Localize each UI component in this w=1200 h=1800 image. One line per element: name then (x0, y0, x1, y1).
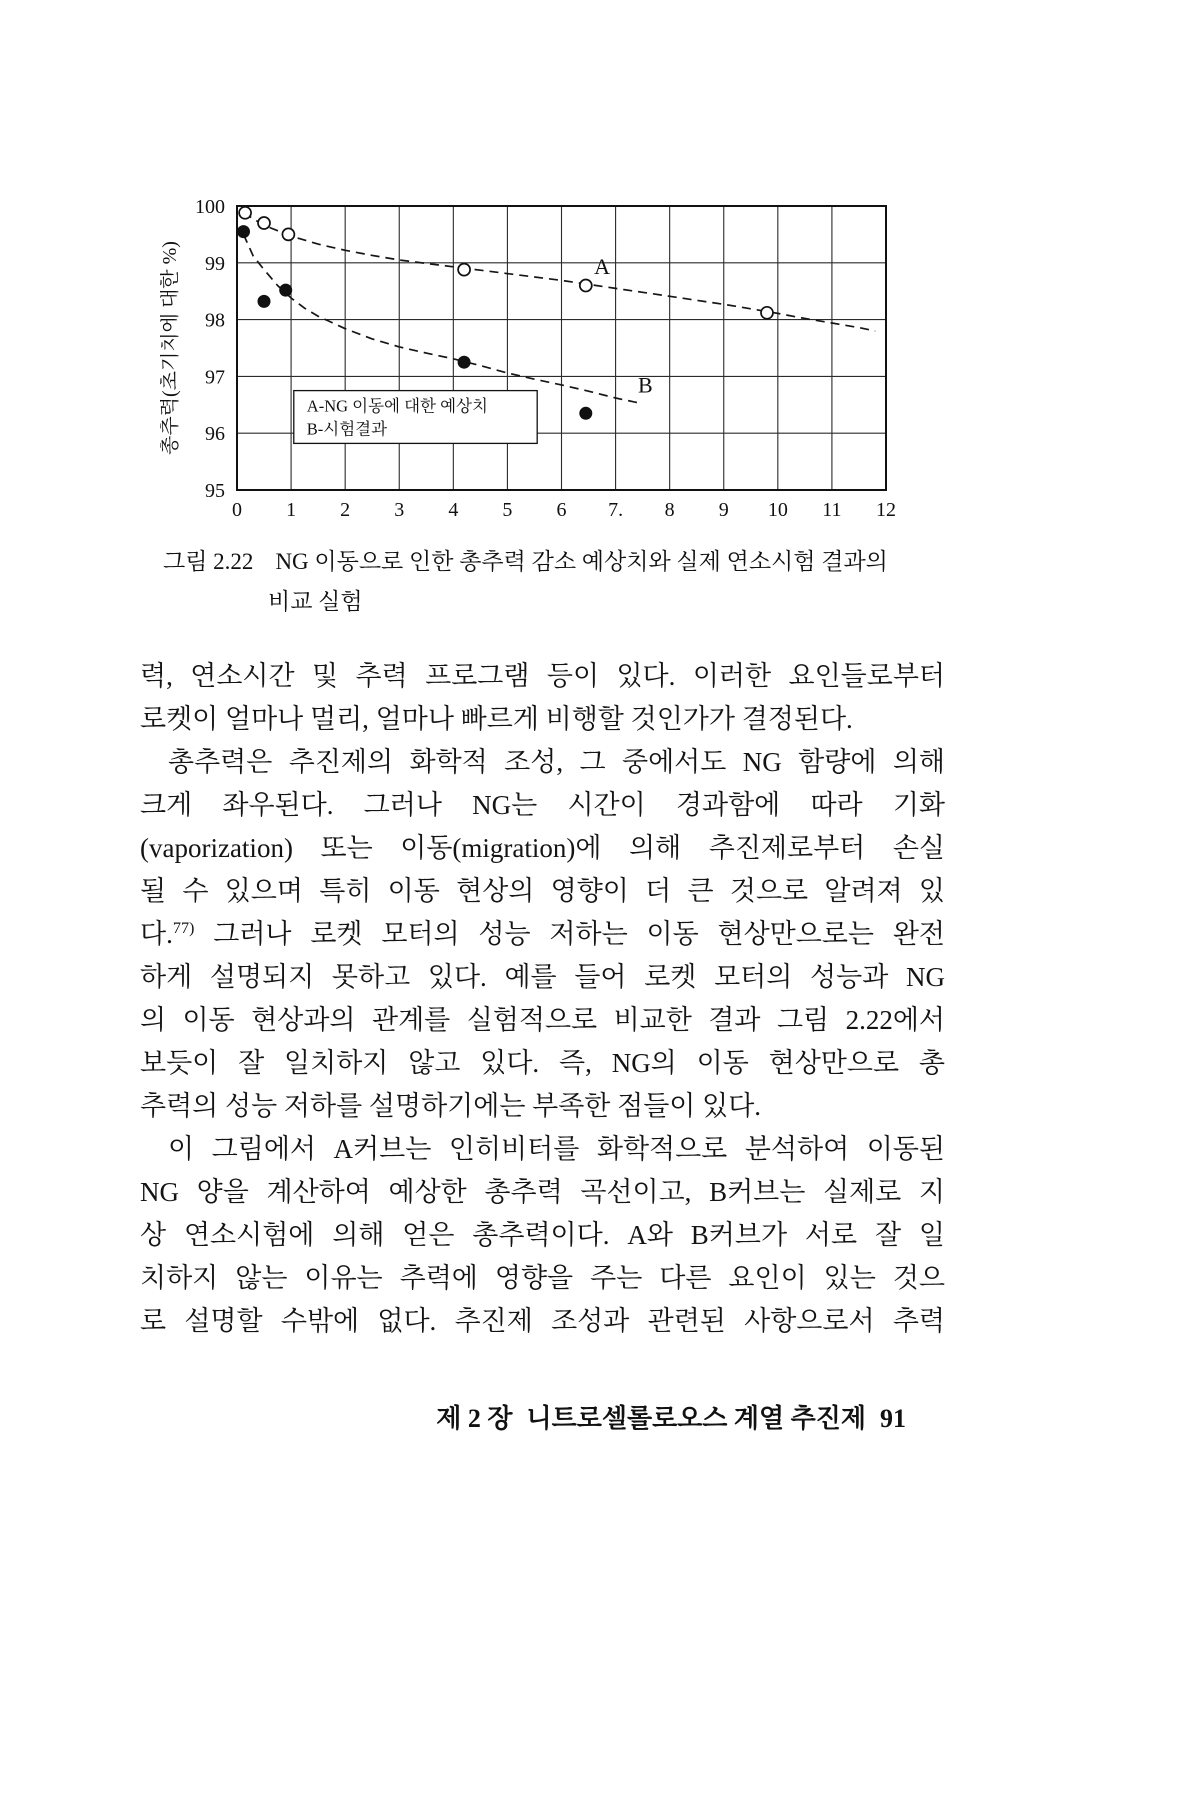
footnote-reference: 77) (172, 919, 195, 937)
body-line-text: 그러나 로켓 모터의 성능 저하는 이동 현상만으로는 완전 (194, 919, 945, 949)
x-tick-label: 9 (718, 499, 729, 521)
series-B-point (458, 356, 470, 368)
curve-label-A: A (594, 254, 611, 280)
x-tick-label: 8 (664, 499, 675, 521)
figure-chart (160, 185, 900, 525)
body-line (140, 1300, 945, 1343)
y-tick-label: 99 (205, 252, 225, 275)
body-line-text: 의 이동 현상과의 관계를 실험적으로 비교한 결과 그림 2.22에서 (140, 1005, 945, 1035)
body-line (140, 1257, 945, 1300)
x-tick-label: 6 (556, 499, 567, 521)
body-line-text: 이 그림에서 A커브는 인히비터를 화학적으로 분석하여 이동된 (168, 1134, 945, 1164)
body-line (140, 870, 945, 913)
y-tick-label: 97 (205, 366, 225, 389)
figure-2-22 (160, 185, 900, 525)
body-line (140, 956, 945, 999)
figure-caption-line2: 비교 실험 (268, 589, 363, 614)
series-A-point (239, 207, 251, 219)
body-line-text: 총추력은 추진제의 화학적 조성, 그 중에서도 NG 함량에 의해 (168, 747, 945, 777)
body-line-text: 될 수 있으며 특히 이동 현상의 영향이 더 큰 것으로 알려져 있 (140, 876, 945, 906)
figure-caption-line1 (163, 542, 888, 582)
y-tick-label: 98 (205, 309, 225, 332)
series-B-point (580, 407, 592, 419)
x-tick-label: 1 (286, 499, 297, 521)
series-A-point (761, 307, 773, 319)
y-axis-label: 총추력(초기치에 대한 %) (160, 241, 181, 455)
series-A-point (282, 228, 294, 240)
footer-chapter-title: 니트로셀롤로오스 계열 추진제 (526, 1404, 866, 1433)
body-line (140, 913, 945, 956)
footer-chapter-label: 제 2 장 (436, 1404, 513, 1433)
body-line (140, 1214, 945, 1257)
series-B-point (238, 226, 250, 238)
x-tick-label: 11 (822, 499, 842, 521)
x-tick-label: 0 (232, 499, 242, 521)
page-footer (140, 1398, 906, 1435)
curve-label-B: B (637, 372, 653, 398)
figure-caption (163, 542, 888, 622)
body-line-text: 크게 좌우된다. 그러나 NG는 시간이 경과함에 따라 기화 (140, 790, 945, 820)
body-line (140, 655, 945, 698)
body-line-text: 보듯이 잘 일치하지 않고 있다. 즉, NG의 이동 현상만으로 총 (140, 1048, 945, 1078)
series-A-point (580, 280, 592, 292)
body-line (140, 827, 945, 870)
body-line (140, 741, 945, 784)
series-A-point (258, 217, 270, 229)
series-A-point (458, 264, 470, 276)
series-B-point (258, 295, 270, 307)
legend-item: A-NG 이동에 대한 예상치 (306, 396, 488, 416)
body-line (140, 784, 945, 827)
x-tick-label: 7. (608, 499, 624, 521)
body-line-text: 추력의 성능 저하를 설명하기에는 부족한 점들이 있다. (140, 1091, 762, 1121)
x-tick-label: 12 (876, 499, 896, 521)
series-B-curve (244, 234, 643, 403)
body-line-text: NG 양을 계산하여 예상한 총추력 곡선이고, B커브는 실제로 지 (140, 1177, 945, 1207)
body-line-text: 다. (140, 919, 173, 949)
figure-caption-text: NG 이동으로 인한 총추력 감소 예상치와 실제 연소시험 결과의 (275, 549, 888, 574)
x-tick-label: 5 (502, 499, 513, 521)
body-line (140, 1128, 945, 1171)
series-A-curve (244, 213, 876, 331)
footer-page-number: 91 (880, 1404, 906, 1433)
body-text (140, 655, 945, 1343)
body-line (140, 1042, 945, 1085)
body-line-text: 하게 설명되지 못하고 있다. 예를 들어 로켓 모터의 성능과 NG (140, 962, 945, 992)
x-tick-label: 4 (448, 499, 459, 521)
body-line-text: 로 설명할 수밖에 없다. 추진제 조성과 관련된 사항으로서 추력 (140, 1306, 945, 1336)
legend-item: B-시험결과 (306, 419, 388, 439)
body-line-text: 로켓이 얼마나 멀리, 얼마나 빠르게 비행할 것인가가 결정된다. (140, 704, 853, 734)
y-tick-label: 95 (205, 480, 225, 502)
body-line (140, 1171, 945, 1214)
body-line-text: 상 연소시험에 의해 얻은 총추력이다. A와 B커브가 서로 잘 일 (140, 1220, 945, 1250)
body-line-text: 력, 연소시간 및 추력 프로그램 등이 있다. 이러한 요인들로부터 (140, 661, 945, 691)
body-line (140, 999, 945, 1042)
y-tick-label: 96 (205, 423, 225, 446)
x-tick-label: 2 (340, 499, 351, 521)
body-line-text: 치하지 않는 이유는 추력에 영향을 주는 다른 요인이 있는 것으 (140, 1263, 945, 1293)
y-tick-label: 100 (195, 196, 225, 218)
figure-number-label: 그림 2.22 (163, 549, 254, 574)
body-line (140, 698, 945, 741)
body-line (140, 1085, 945, 1128)
x-tick-label: 10 (767, 499, 788, 521)
series-B-point (280, 284, 292, 296)
x-tick-label: 3 (394, 499, 405, 521)
body-line-text: (vaporization) 또는 이동(migration)에 의해 추진제로부터 손실 (140, 833, 945, 863)
